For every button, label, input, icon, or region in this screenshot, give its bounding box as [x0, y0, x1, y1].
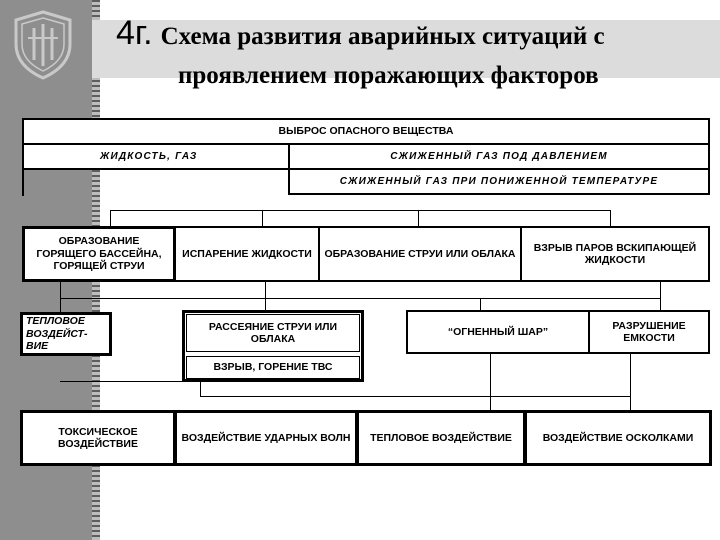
effects-connector-v1 — [200, 382, 201, 396]
dispersion-box: РАССЕЯНИЕ СТРУИ ИЛИ ОБЛАКА — [186, 314, 360, 352]
fireball-box: “ОГНЕННЫЙ ШАР” — [406, 310, 590, 354]
release-header-box: ВЫБРОС ОПАСНОГО ВЕЩЕСТВА — [22, 118, 710, 145]
branch-connector-h — [110, 210, 610, 211]
liquid-gas-box: ЖИДКОСТЬ, ГАЗ — [22, 143, 290, 170]
effects-connector-h2 — [200, 396, 630, 397]
secondary-connector-v4 — [660, 282, 661, 310]
fragments-effect-box: ВОЗДЕЙСТВИЕ ОСКОЛКАМИ — [524, 410, 712, 466]
effects-connector-v3 — [630, 354, 631, 410]
thermal-effect-box: ТЕПЛОВОЕ ВОЗДЕЙСТВИЕ — [356, 410, 526, 466]
toxic-effect-box: ТОКСИЧЕСКОЕ ВОЗДЕЙСТВИЕ — [20, 410, 176, 466]
left-release-border — [22, 168, 24, 196]
pressurized-gas-box: СЖИЖЕННЫЙ ГАЗ ПОД ДАВЛЕНИЕМ — [288, 143, 710, 170]
slide-number: 4г. — [116, 14, 153, 52]
slide-title-line1: Схема развития аварийных ситуаций с — [160, 23, 605, 50]
pool-fire-box: ОБРАЗОВАНИЕ ГОРЯЩЕГО БАССЕЙНА, ГОРЯЩЕЙ СТРУИ — [22, 226, 176, 282]
bleve-box: ВЗРЫВ ПАРОВ ВСКИПАЮЩЕЙ ЖИДКОСТИ — [520, 226, 710, 282]
secondary-connector-v3 — [480, 298, 481, 310]
tvs-explosion-box: ВЗРЫВ, ГОРЕНИЕ ТВС — [186, 356, 360, 379]
secondary-connector-v2 — [265, 282, 266, 310]
jet-cloud-box: ОБРАЗОВАНИЕ СТРУИ ИЛИ ОБЛАКА — [318, 226, 522, 282]
heat-effect-box: ТЕПЛОВОЕ ВОЗДЕЙСТ-ВИЕ — [20, 312, 112, 356]
shock-wave-effect-box: ВОЗДЕЙСТВИЕ УДАРНЫХ ВОЛН — [174, 410, 358, 466]
evaporation-box: ИСПАРЕНИЕ ЖИДКОСТИ — [174, 226, 320, 282]
secondary-connector-h — [60, 298, 660, 299]
effects-connector-h — [60, 381, 184, 382]
secondary-connector-v1 — [60, 282, 61, 312]
branch-connector-v3 — [418, 210, 419, 226]
low-temp-gas-box: СЖИЖЕННЫЙ ГАЗ ПРИ ПОНИЖЕННОЙ ТЕМПЕРАТУРЕ — [288, 168, 710, 195]
effects-connector-v2 — [490, 354, 491, 410]
branch-connector-v1 — [110, 210, 111, 226]
slide-title-line2: проявлением поражающих факторов — [178, 62, 599, 89]
branch-connector-v2 — [262, 210, 263, 226]
vessel-rupture-box: РАЗРУШЕНИЕ ЕМКОСТИ — [588, 310, 710, 354]
branch-connector-v4 — [610, 210, 611, 226]
